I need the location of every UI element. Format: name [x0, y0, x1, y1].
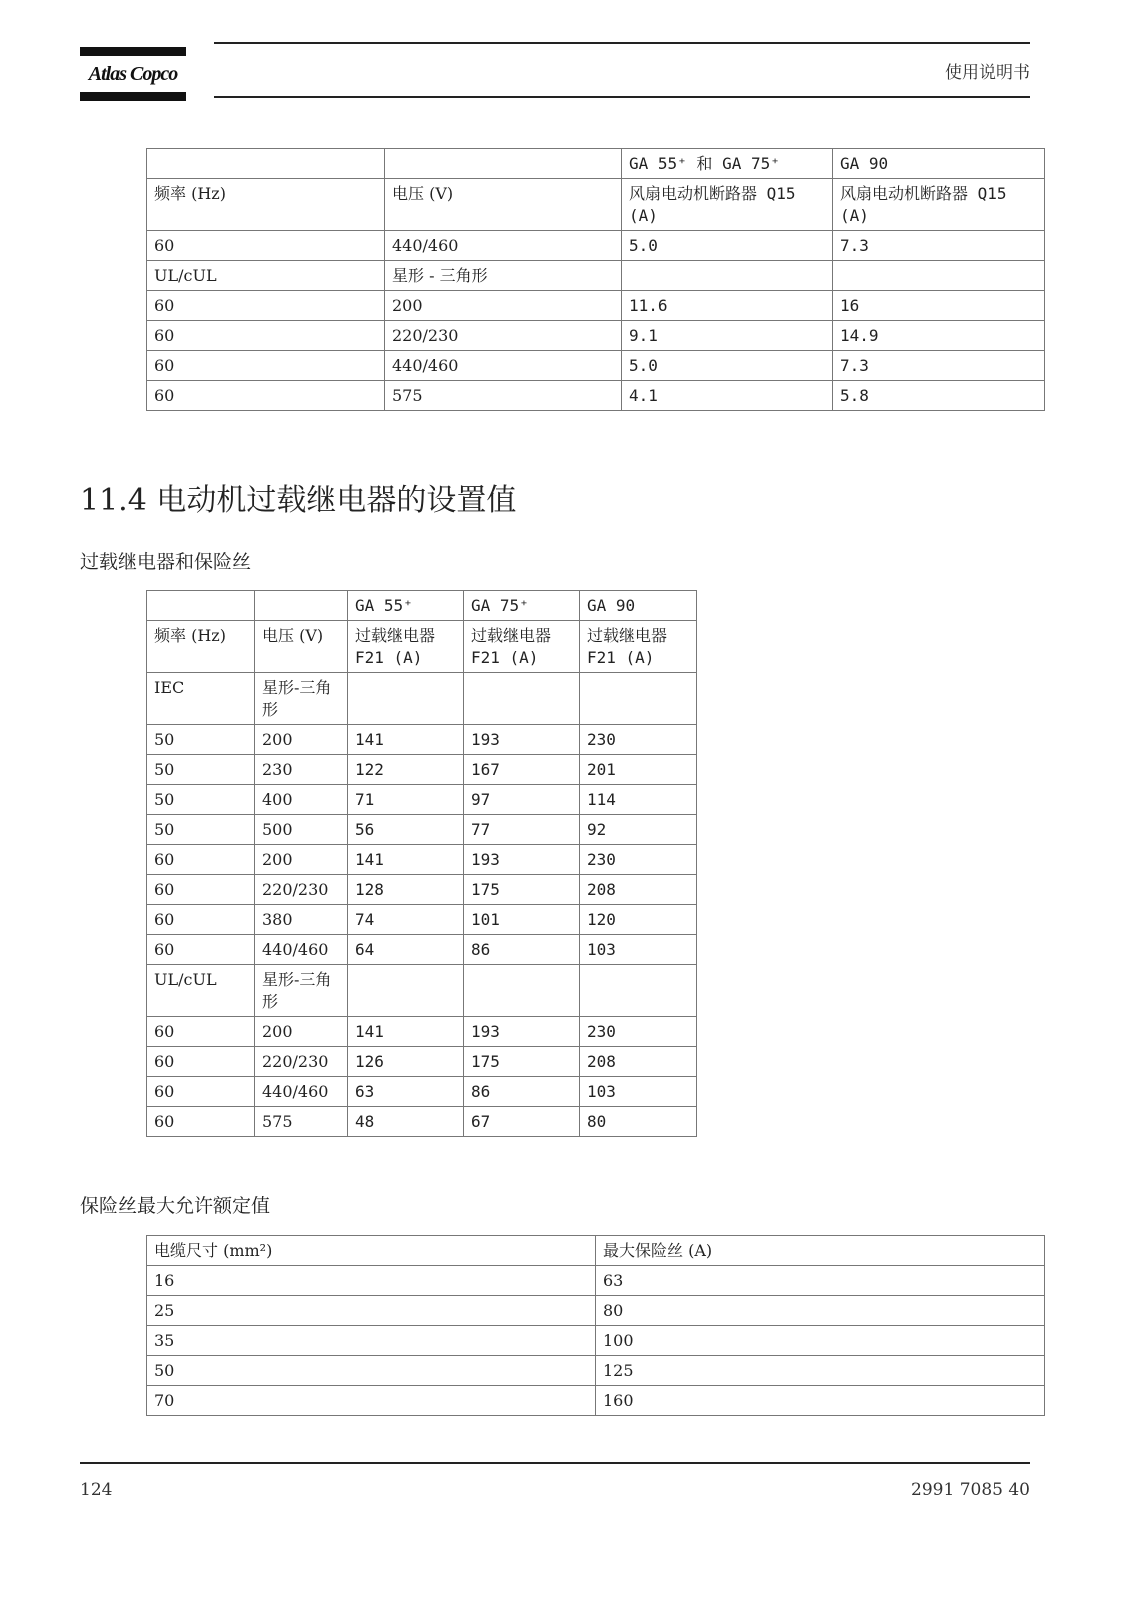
- table-cell: 208: [580, 1047, 697, 1077]
- table-cell: 60: [147, 351, 385, 381]
- table-row: [147, 381, 1045, 411]
- table-cell: 80: [580, 1107, 697, 1137]
- table-cell: 5.8: [833, 381, 1045, 411]
- table-row: [147, 673, 697, 725]
- table-row: [147, 261, 1045, 291]
- table-cell: 56: [348, 815, 464, 845]
- table-cell: 440/460: [255, 1077, 348, 1107]
- table-header-cell: 风扇电动机断路器 Q15 (A): [622, 179, 833, 231]
- fuse-rating-table: [146, 1235, 1045, 1416]
- table-cell: 71: [348, 785, 464, 815]
- table-row: [147, 935, 697, 965]
- header-rule-top: [214, 42, 1030, 44]
- logo-bar-top: [80, 47, 186, 56]
- table-cell: 63: [596, 1266, 1045, 1296]
- table-cell: 230: [580, 725, 697, 755]
- table-row: [147, 815, 697, 845]
- section-title: 11.4 电动机过载继电器的设置值: [80, 483, 517, 518]
- table-cell: 100: [596, 1326, 1045, 1356]
- logo-bar-bottom: [80, 92, 186, 101]
- table-header-cell: 电压 (V): [385, 179, 622, 231]
- table-cell: 220/230: [255, 1047, 348, 1077]
- table-cell: GA 55⁺: [348, 591, 464, 621]
- table-row: [147, 1047, 697, 1077]
- table-cell: 35: [147, 1326, 596, 1356]
- table-cell: 60: [147, 291, 385, 321]
- document-type: 使用说明书: [945, 63, 1030, 83]
- table-cell: 114: [580, 785, 697, 815]
- table-cell: 50: [147, 755, 255, 785]
- table-cell: 122: [348, 755, 464, 785]
- table-cell: 星形 - 三角形: [385, 261, 622, 291]
- table-cell: 201: [580, 755, 697, 785]
- footer-rule: [80, 1462, 1030, 1464]
- table-cell: [464, 673, 580, 725]
- fan-breaker-table: [146, 148, 1045, 411]
- table-row: [147, 1107, 697, 1137]
- table-cell: 200: [385, 291, 622, 321]
- table-header-cell: 频率 (Hz): [147, 621, 255, 673]
- overload-subtitle: 过载继电器和保险丝: [80, 551, 252, 573]
- table-cell: UL/cUL: [147, 261, 385, 291]
- table-cell: [622, 261, 833, 291]
- table-cell: 220/230: [255, 875, 348, 905]
- table-cell: [385, 149, 622, 179]
- table-row: [147, 1266, 1045, 1296]
- table-cell: 440/460: [385, 351, 622, 381]
- table-header-cell: 频率 (Hz): [147, 179, 385, 231]
- table-header-cell: 过载继电器 F21 (A): [580, 621, 697, 673]
- table-row: [147, 231, 1045, 261]
- table-cell: 60: [147, 875, 255, 905]
- table-row: [147, 291, 1045, 321]
- table-cell: 101: [464, 905, 580, 935]
- table-cell: 63: [348, 1077, 464, 1107]
- table-header-row: [147, 179, 1045, 231]
- fuse-subtitle: 保险丝最大允许额定值: [80, 1195, 271, 1217]
- table-cell: 193: [464, 725, 580, 755]
- table-cell: 167: [464, 755, 580, 785]
- table-cell: [464, 965, 580, 1017]
- table-cell: GA 90: [580, 591, 697, 621]
- table-cell: 193: [464, 1017, 580, 1047]
- table-cell: 60: [147, 935, 255, 965]
- table-cell: 208: [580, 875, 697, 905]
- table-cell: [833, 261, 1045, 291]
- table-cell: 103: [580, 935, 697, 965]
- logo-wordmark: Atlas Copco: [88, 63, 178, 85]
- table-cell: 141: [348, 725, 464, 755]
- table-cell: 16: [833, 291, 1045, 321]
- table-cell: 48: [348, 1107, 464, 1137]
- table-cell: 70: [147, 1386, 596, 1416]
- table-cell: 440/460: [385, 231, 622, 261]
- table-cell: 175: [464, 1047, 580, 1077]
- table-cell: 50: [147, 725, 255, 755]
- table-cell: GA 90: [833, 149, 1045, 179]
- table-row: [147, 1296, 1045, 1326]
- table-row: [147, 755, 697, 785]
- table-cell: 60: [147, 1047, 255, 1077]
- table-cell: 64: [348, 935, 464, 965]
- table-cell: 80: [596, 1296, 1045, 1326]
- table-row: [147, 965, 697, 1017]
- table-cell: 230: [580, 1017, 697, 1047]
- table-cell: 380: [255, 905, 348, 935]
- table-cell: 67: [464, 1107, 580, 1137]
- table-header-cell: 风扇电动机断路器 Q15 (A): [833, 179, 1045, 231]
- table-cell: 440/460: [255, 935, 348, 965]
- table-cell: 141: [348, 845, 464, 875]
- table-cell: 125: [596, 1356, 1045, 1386]
- table-cell: 200: [255, 845, 348, 875]
- table-header-cell: 过载继电器 F21 (A): [464, 621, 580, 673]
- table-cell: 220/230: [385, 321, 622, 351]
- table-cell: 120: [580, 905, 697, 935]
- table-cell: 星形-三角形: [255, 673, 348, 725]
- table-cell: 86: [464, 1077, 580, 1107]
- table-header-cell: 电缆尺寸 (mm²): [147, 1236, 596, 1266]
- table-cell: 60: [147, 321, 385, 351]
- table-cell: 60: [147, 1077, 255, 1107]
- table-cell: 5.0: [622, 351, 833, 381]
- table-cell: 77: [464, 815, 580, 845]
- table-cell: UL/cUL: [147, 965, 255, 1017]
- table-row: [147, 875, 697, 905]
- table-cell: 4.1: [622, 381, 833, 411]
- table-cell: [147, 591, 255, 621]
- table-cell: 126: [348, 1047, 464, 1077]
- table-header-row: [147, 1236, 1045, 1266]
- table-row: [147, 905, 697, 935]
- table-cell: 50: [147, 785, 255, 815]
- table-cell: 575: [385, 381, 622, 411]
- table-cell: 230: [580, 845, 697, 875]
- table-cell: [348, 965, 464, 1017]
- table-cell: 14.9: [833, 321, 1045, 351]
- table-row: [147, 1017, 697, 1047]
- table-row: [147, 321, 1045, 351]
- table-cell: [580, 965, 697, 1017]
- table-row: [147, 785, 697, 815]
- table-cell: 141: [348, 1017, 464, 1047]
- table-cell: [255, 591, 348, 621]
- table-cell: 575: [255, 1107, 348, 1137]
- table-cell: 7.3: [833, 231, 1045, 261]
- table-cell: IEC: [147, 673, 255, 725]
- table-cell: GA 75⁺: [464, 591, 580, 621]
- table-cell: GA 55⁺ 和 GA 75⁺: [622, 149, 833, 179]
- table-cell: 60: [147, 1017, 255, 1047]
- table-row: [147, 351, 1045, 381]
- table-cell: [348, 673, 464, 725]
- table-cell: 16: [147, 1266, 596, 1296]
- table-row: [147, 1386, 1045, 1416]
- table-cell: 11.6: [622, 291, 833, 321]
- table-cell: 200: [255, 725, 348, 755]
- table-cell: 5.0: [622, 231, 833, 261]
- table-model-row: [147, 591, 697, 621]
- table-row: [147, 1326, 1045, 1356]
- table-cell: 60: [147, 1107, 255, 1137]
- table-cell: 9.1: [622, 321, 833, 351]
- table-cell: 60: [147, 381, 385, 411]
- table-cell: 200: [255, 1017, 348, 1047]
- table-header-cell: 最大保险丝 (A): [596, 1236, 1045, 1266]
- table-cell: [580, 673, 697, 725]
- table-cell: 97: [464, 785, 580, 815]
- overload-relay-table: [146, 590, 697, 1137]
- table-cell: 128: [348, 875, 464, 905]
- table-cell: 230: [255, 755, 348, 785]
- table-header-row: [147, 621, 697, 673]
- table-row: [147, 1077, 697, 1107]
- table-cell: 60: [147, 845, 255, 875]
- table-cell: 60: [147, 231, 385, 261]
- table-cell: 星形-三角形: [255, 965, 348, 1017]
- document-number: 2991 7085 40: [911, 1480, 1030, 1500]
- atlas-copco-logo: [80, 47, 186, 101]
- table-cell: 50: [147, 815, 255, 845]
- table-row: [147, 845, 697, 875]
- table-cell: 92: [580, 815, 697, 845]
- table-cell: 175: [464, 875, 580, 905]
- table-cell: 193: [464, 845, 580, 875]
- table-header-cell: 电压 (V): [255, 621, 348, 673]
- table-cell: 500: [255, 815, 348, 845]
- table-cell: 50: [147, 1356, 596, 1386]
- table-cell: [147, 149, 385, 179]
- table-cell: 60: [147, 905, 255, 935]
- table-cell: 160: [596, 1386, 1045, 1416]
- header-rule-bottom: [214, 96, 1030, 98]
- table-row: [147, 1356, 1045, 1386]
- table-cell: 400: [255, 785, 348, 815]
- table-header-cell: 过载继电器 F21 (A): [348, 621, 464, 673]
- table-cell: 25: [147, 1296, 596, 1326]
- table-cell: 86: [464, 935, 580, 965]
- table-model-row: [147, 149, 1045, 179]
- page-number: 124: [80, 1480, 113, 1500]
- table-row: [147, 725, 697, 755]
- table-cell: 103: [580, 1077, 697, 1107]
- table-cell: 7.3: [833, 351, 1045, 381]
- table-cell: 74: [348, 905, 464, 935]
